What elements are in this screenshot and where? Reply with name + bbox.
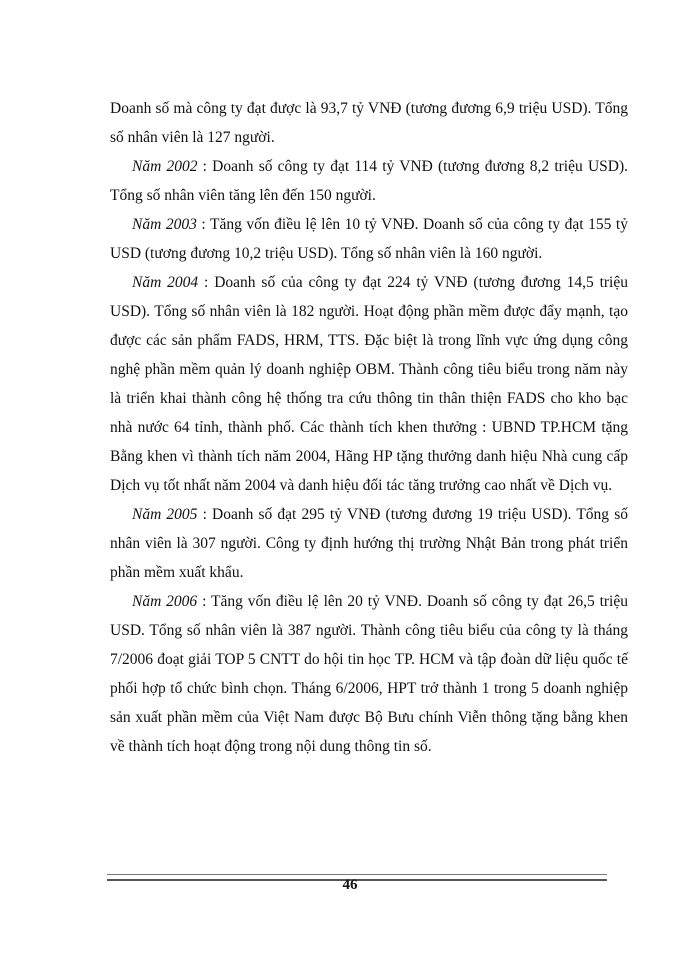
paragraph-text: Doanh số mà công ty đạt được là 93,7 tỷ VNĐ (tương đương 6,9 triệu USD). Tổng số nhân viên là 127 người.: [110, 100, 628, 146]
page-number: 46: [342, 877, 358, 893]
year-label: Năm 2003: [132, 216, 197, 233]
paragraph-2002: [110, 152, 628, 210]
paragraph-text: : Tăng vốn điều lệ lên 20 tỷ VNĐ. Doanh số công ty đạt 26,5 triệu USD. Tổng số nhân viên là 387 người. Thành công tiêu biểu của công ty là tháng 7/2006 đoạt giải TOP 5 CNTT do hội tin học TP. HCM và tập đoàn dữ liệu quốc tế phối hợp tổ chức bình chọn. Tháng 6/2006, HPT trở thành 1 trong 5 doanh nghiệp sản xuất phần mềm của Việt Nam được Bộ Bưu chính Viễn thông tặng bằng khen về thành tích hoạt động trong nội dung thông tin số.: [110, 593, 628, 755]
year-label: Năm 2006: [132, 593, 198, 610]
paragraph-2004: [110, 268, 628, 500]
paragraph-text: : Tăng vốn điều lệ lên 10 tỷ VNĐ. Doanh số của công ty đạt 155 tỷ USD (tương đương 10,2 triệu USD). Tổng số nhân viên là 160 người.: [110, 216, 628, 262]
body-text: [110, 94, 628, 761]
paragraph-2003: [110, 210, 628, 268]
paragraph-2006: [110, 587, 628, 761]
year-label: Năm 2004: [132, 274, 199, 291]
year-label: Năm 2002: [132, 158, 198, 175]
paragraph-text: : Doanh số công ty đạt 114 tỷ VNĐ (tương đương 8,2 triệu USD). Tổng số nhân viên tăng lên đến 150 người.: [110, 158, 628, 204]
year-label: Năm 2005: [132, 506, 198, 523]
paragraph-continuation: [110, 94, 628, 152]
paragraph-2005: [110, 500, 628, 587]
paragraph-text: : Doanh số đạt 295 tỷ VNĐ (tương đương 19 triệu USD). Tổng số nhân viên là 307 người. Công ty định hướng thị trường Nhật Bản trong phát triển phần mềm xuất khẩu.: [110, 506, 628, 581]
paragraph-text: : Doanh số của công ty đạt 224 tỷ VNĐ (tương đương 14,5 triệu USD). Tổng số nhân viên là 182 người. Hoạt động phần mềm được đẩy mạnh, tạo được các sản phẩm FADS, HRM, TTS. Đặc biệt là trong lĩnh vực ứng dụng công nghệ phần mềm quản lý doanh nghiệp OBM. Thành công tiêu biểu trong năm này là triển khai thành công hệ thống tra cứu thông tin thân thiện FADS cho kho bạc nhà nước 64 tỉnh, thành phố. Các thành tích khen thưởng : UBND TP.HCM tặng Bằng khen vì thành tích năm 2004, Hãng HP tặng thưởng danh hiệu Nhà cung cấp Dịch vụ tốt nhất năm 2004 và danh hiệu đối tác tăng trưởng cao nhất về Dịch vụ.: [110, 274, 628, 494]
